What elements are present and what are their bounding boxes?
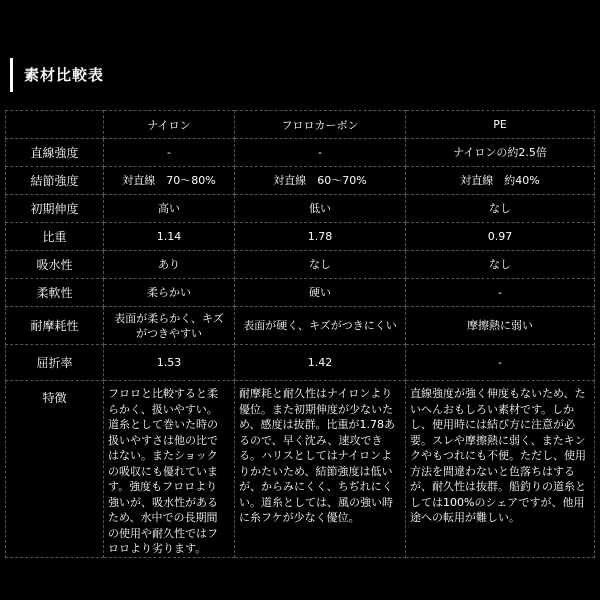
table-row bbox=[6, 223, 595, 251]
features-row bbox=[6, 381, 595, 558]
table-cell: - bbox=[235, 139, 406, 167]
table-row bbox=[6, 139, 595, 167]
row-label: 吸水性 bbox=[6, 251, 104, 279]
table-cell: 硬い bbox=[235, 279, 406, 307]
row-label: 特徴 bbox=[6, 381, 104, 558]
header-fluorocarbon: フロロカーボン bbox=[235, 111, 406, 139]
table-cell: 低い bbox=[235, 195, 406, 223]
row-label: 耐摩耗性 bbox=[6, 307, 104, 345]
table-row bbox=[6, 279, 595, 307]
page-title: 素材比較表 bbox=[24, 66, 105, 84]
table-cell: 表面が柔らかく、キズがつきやすい bbox=[104, 307, 235, 345]
table-cell: 0.97 bbox=[406, 223, 595, 251]
table-cell: 1.53 bbox=[104, 345, 235, 381]
table-cell: なし bbox=[235, 251, 406, 279]
feature-cell-pe: 直線強度が強く伸度もないため、たいへんおもしろい素材です。しかし、使用時には結び方に注意が必要。スレや摩擦熱に弱く、またキンクやもつれにも不便。ただし、使用方法を間違わないと色落ちはするが、耐久性は抜群。船釣りの道糸としては100%のシェアですが、他用途への転用が難しい。 bbox=[406, 381, 595, 558]
table-cell: 対直線 約40% bbox=[406, 167, 595, 195]
table-row bbox=[6, 167, 595, 195]
row-label: 屈折率 bbox=[6, 345, 104, 381]
row-label: 初期伸度 bbox=[6, 195, 104, 223]
comparison-table bbox=[5, 110, 595, 558]
feature-cell-fluorocarbon: 耐摩耗と耐久性はナイロンより優位。また初期伸度が少ないため、感度は抜群。比重が1.78あるので、早く沈み、速攻できる。ハリスとしてはナイロンよりかたいため、結節強度は低いが、からみにくく、ちぢれにくい。道糸としては、風の強い時に糸フケが少なく優位。 bbox=[235, 381, 406, 558]
table-cell: 対直線 70〜80% bbox=[104, 167, 235, 195]
feature-cell-nylon: フロロと比較すると柔らかく、扱いやすい。道糸として巻いた時の扱いやすさは他の比ではない。またショックの吸収にも優れています。強度もフロロより強いが、吸水性があるため、水中での長期間の使用や耐久性ではフロロより劣ります。 bbox=[104, 381, 235, 558]
table-row bbox=[6, 307, 595, 345]
table-cell: 1.14 bbox=[104, 223, 235, 251]
row-label: 直線強度 bbox=[6, 139, 104, 167]
table-cell: なし bbox=[406, 195, 595, 223]
table-row bbox=[6, 345, 595, 381]
table-cell: 摩擦熱に弱い bbox=[406, 307, 595, 345]
row-label: 結節強度 bbox=[6, 167, 104, 195]
table-row bbox=[6, 195, 595, 223]
row-label: 比重 bbox=[6, 223, 104, 251]
header-nylon: ナイロン bbox=[104, 111, 235, 139]
table-cell: - bbox=[406, 279, 595, 307]
table-cell: - bbox=[406, 345, 595, 381]
header-pe: PE bbox=[406, 111, 595, 139]
table-cell: 対直線 60〜70% bbox=[235, 167, 406, 195]
table-cell: 高い bbox=[104, 195, 235, 223]
row-label: 柔軟性 bbox=[6, 279, 104, 307]
table-cell: ナイロンの約2.5倍 bbox=[406, 139, 595, 167]
table-cell: 表面が硬く、キズがつきにくい bbox=[235, 307, 406, 345]
header-empty bbox=[6, 111, 104, 139]
table-cell: なし bbox=[406, 251, 595, 279]
table-cell: 1.78 bbox=[235, 223, 406, 251]
table-cell: - bbox=[104, 139, 235, 167]
table-cell: 柔らかい bbox=[104, 279, 235, 307]
table-row bbox=[6, 251, 595, 279]
table-header-row bbox=[6, 111, 595, 139]
table-cell: 1.42 bbox=[235, 345, 406, 381]
table-cell: あり bbox=[104, 251, 235, 279]
title-accent-bar bbox=[10, 58, 13, 92]
